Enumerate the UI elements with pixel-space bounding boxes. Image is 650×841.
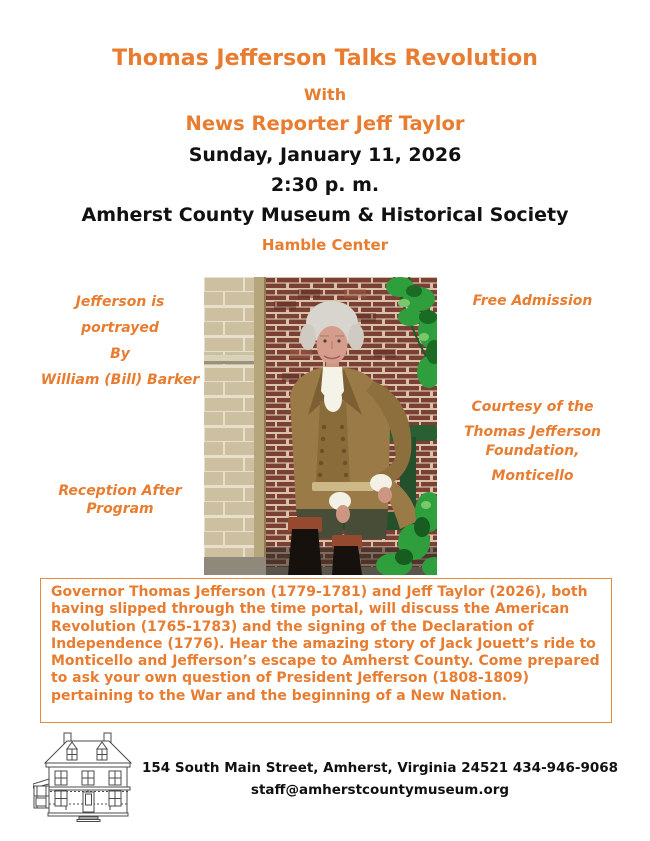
contact-block bbox=[125, 757, 635, 801]
free-admission-note: Free Admission bbox=[472, 293, 593, 309]
event-time: 2:30 p. m. bbox=[270, 174, 380, 196]
portrayal-line: By bbox=[110, 346, 130, 362]
address-line: 154 South Main Street, Amherst, Virginia 24521 434-946-9068 bbox=[141, 760, 619, 776]
portrayal-line: portrayed bbox=[81, 320, 159, 336]
courtesy-line: Thomas Jefferson Foundation, bbox=[463, 424, 602, 459]
with-label: With bbox=[303, 85, 347, 104]
event-description-box bbox=[40, 578, 612, 723]
presenter-name: News Reporter Jeff Taylor bbox=[185, 112, 465, 135]
portrayal-line: William (Bill) Barker bbox=[40, 372, 200, 388]
portrayal-line: Jefferson is bbox=[75, 294, 165, 310]
event-description: Governor Thomas Jefferson (1779-1781) and Jeff Taylor (2026), both having slipped through the time portal, will discuss the American Revolution (1765-1783) and the signing of the Declaration of Independence (1776). Hear the amazing story of Jack Jouett’s ride to Monticello and Jefferson’s escape to Amherst County. Come prepared to ask your own question of President Jefferson (1808-1809) pertaining to the War and the beginning of a New Nation. bbox=[51, 584, 605, 704]
event-title: Thomas Jefferson Talks Revolution bbox=[112, 46, 538, 71]
courtesy-line: Courtesy of the bbox=[471, 399, 594, 415]
portrayal-note bbox=[40, 293, 200, 397]
venue-name: Amherst County Museum & Historical Society bbox=[81, 204, 569, 226]
courtesy-line: Monticello bbox=[491, 468, 574, 484]
reception-note: Reception After Program bbox=[58, 483, 182, 517]
jefferson-portrait-photo bbox=[204, 277, 437, 575]
courtesy-note bbox=[440, 398, 625, 492]
venue-room: Hamble Center bbox=[261, 236, 389, 254]
email-line: staff@amherstcountymuseum.org bbox=[250, 782, 510, 798]
event-date: Sunday, January 11, 2026 bbox=[188, 144, 462, 166]
